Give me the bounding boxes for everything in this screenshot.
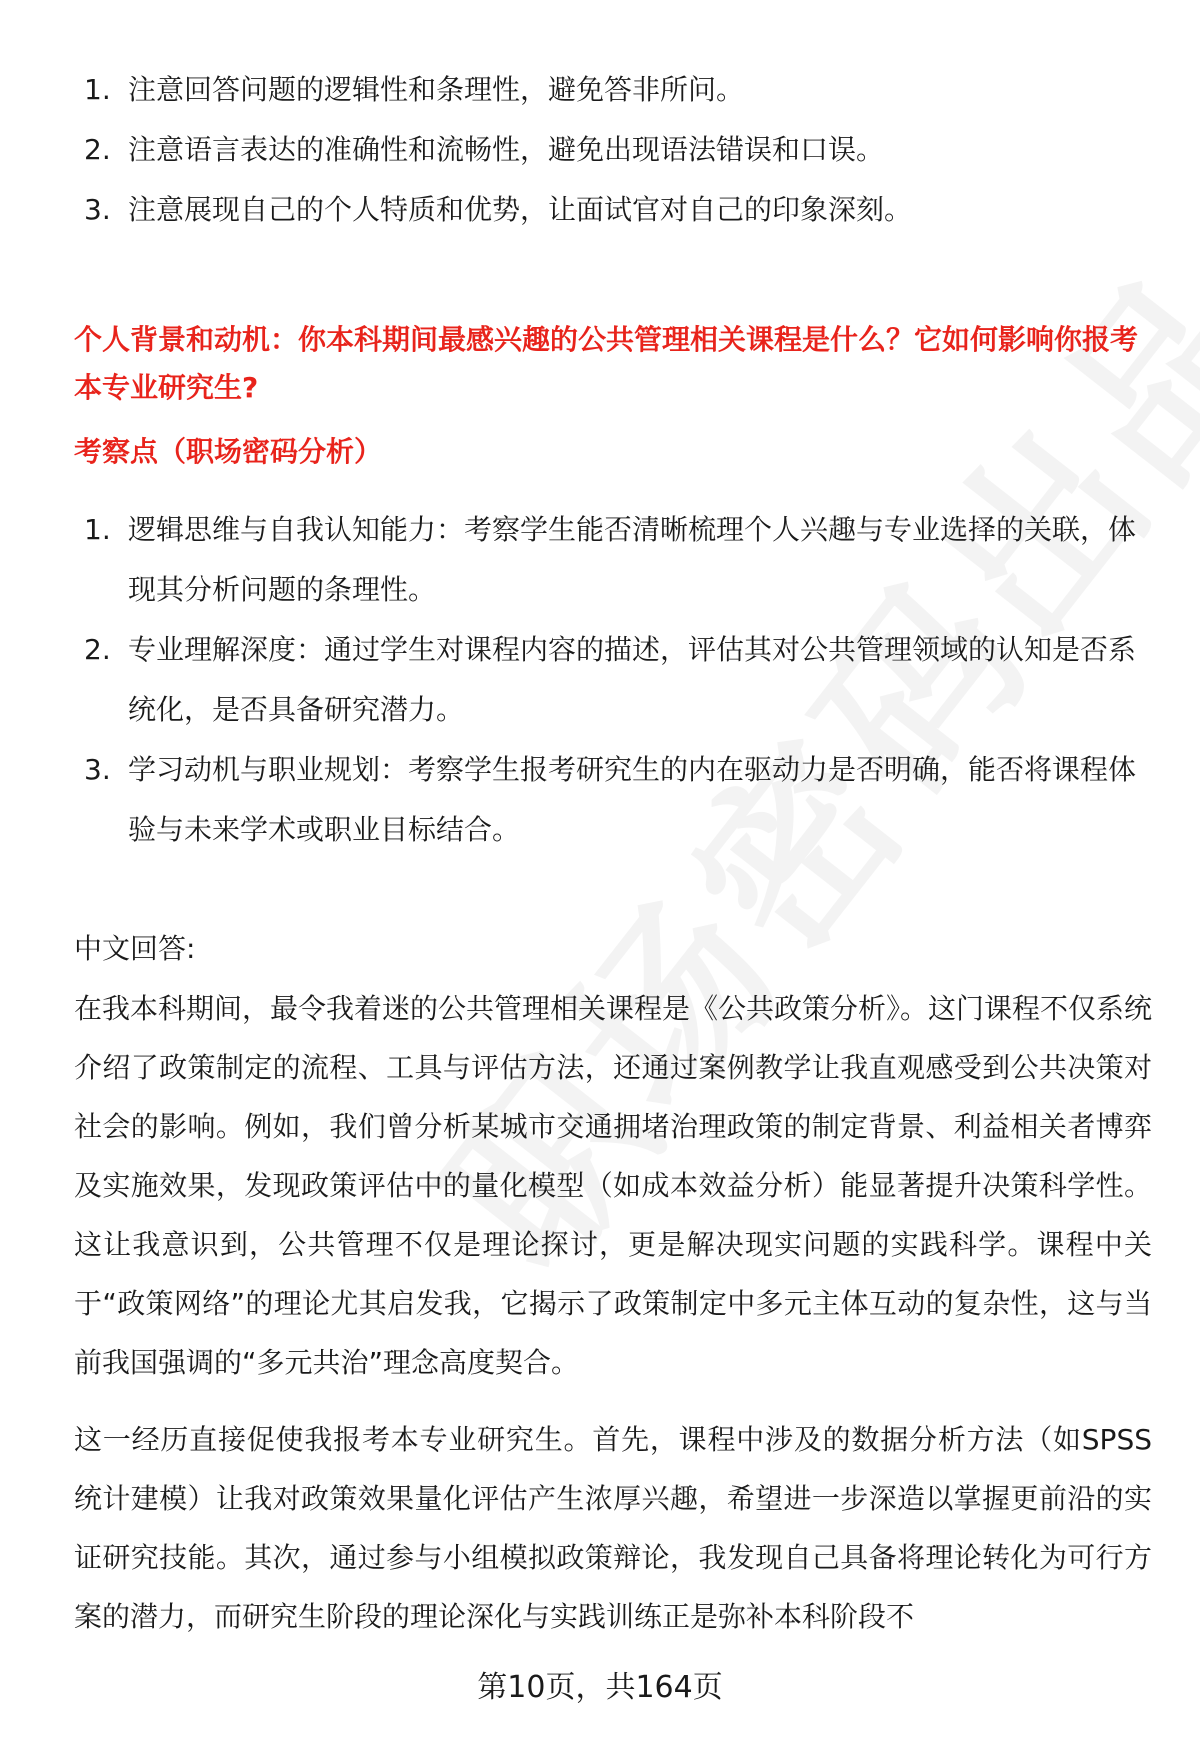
answer-heading: 中文回答: bbox=[74, 932, 196, 965]
list-text: 逻辑思维与自我认知能力：考察学生能否清晰梳理个人兴趣与专业选择的关联，体现其分析问题的条理性。 bbox=[128, 513, 1137, 606]
answer-paragraph: 这一经历直接促使我报考本专业研究生。首先，课程中涉及的数据分析方法（如SPSS统计建模）让我对政策效果量化评估产生浓厚兴趣，希望进一步深造以掌握更前沿的实证研究技能。其次，通过参与小组模拟政策辩论，我发现自己具备将理论转化为可行方案的潜力，而研究生阶段的理论深化与实践训练正是弥补本科阶段不 bbox=[74, 1423, 1152, 1633]
list-item bbox=[0, 120, 1200, 180]
list-number: 1. bbox=[84, 73, 111, 106]
list-number: 3. bbox=[84, 753, 111, 786]
list-text: 注意语言表达的准确性和流畅性，避免出现语法错误和口误。 bbox=[128, 133, 885, 166]
assessment-points-list bbox=[0, 500, 1200, 860]
list-item bbox=[0, 60, 1200, 120]
tips-list bbox=[0, 60, 1200, 240]
assessment-points-heading: 考察点（职场密码分析） bbox=[74, 435, 383, 468]
list-number: 3. bbox=[84, 193, 111, 226]
list-item bbox=[0, 740, 1200, 860]
list-text: 注意展现自己的个人特质和优势，让面试官对自己的印象深刻。 bbox=[128, 193, 913, 226]
list-item bbox=[0, 620, 1200, 740]
list-text: 专业理解深度：通过学生对课程内容的描述，评估其对公共管理领域的认知是否系统化，是否具备研究潜力。 bbox=[128, 633, 1137, 726]
list-number: 2. bbox=[84, 133, 111, 166]
question-heading: 个人背景和动机：你本科期间最感兴趣的公共管理相关课程是什么？它如何影响你报考本专业研究生? bbox=[74, 323, 1139, 404]
list-item bbox=[0, 500, 1200, 620]
answer-paragraph: 在我本科期间，最令我着迷的公共管理相关课程是《公共政策分析》。这门课程不仅系统介绍了政策制定的流程、工具与评估方法，还通过案例教学让我直观感受到公共决策对社会的影响。例如，我们曾分析某城市交通拥堵治理政策的制定背景、利益相关者博弈及实施效果，发现政策评估中的量化模型（如成本效益分析）能显著提升决策科学性。这让我意识到，公共管理不仅是理论探讨，更是解决现实问题的实践科学。课程中关于“政策网络”的理论尤其启发我，它揭示了政策制定中多元主体互动的复杂性，这与当前我国强调的“多元共治”理念高度契合。 bbox=[74, 992, 1153, 1379]
list-item bbox=[0, 180, 1200, 240]
list-text: 注意回答问题的逻辑性和条理性，避免答非所问。 bbox=[128, 73, 745, 106]
list-number: 2. bbox=[84, 633, 111, 666]
page-number: 第10页，共164页 bbox=[477, 1670, 723, 1705]
list-text: 学习动机与职业规划：考察学生报考研究生的内在驱动力是否明确，能否将课程体验与未来学术或职业目标结合。 bbox=[128, 753, 1137, 846]
list-number: 1. bbox=[84, 513, 111, 546]
